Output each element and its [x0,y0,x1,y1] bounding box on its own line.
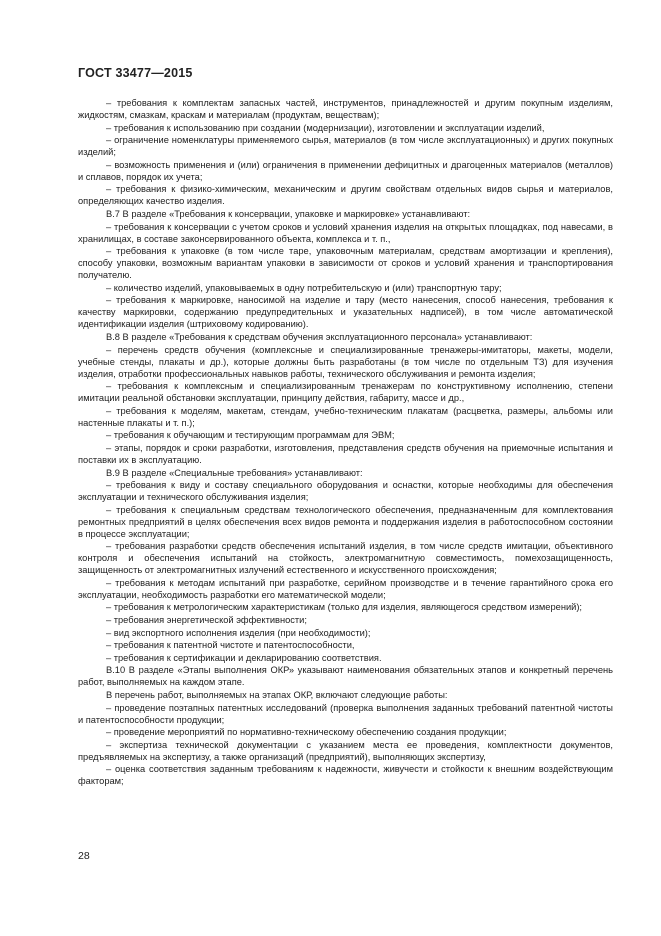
paragraph: – проведение поэтапных патентных исследований (проверка выполнения заданных требований патентной чистоты и патентоспособности продукции; [78,702,613,725]
paragraph: – требования к виду и составу специального оборудования и оснастки, которые необходимы для обеспечения эксплуатации и технического обслуживания изделия; [78,480,613,503]
paragraph: – требования к использованию при создании (модернизации), изготовлении и эксплуатации изделий, [106,122,545,133]
paragraph: – требования к специальным средствам технологического обеспечения, предназначенным для комплектования ремонтных предприятий в целях обеспечения всех видов ремонта и поддержания изделия в работоспособном состоянии в процессе эксплуатации; [78,504,613,539]
paragraph: В перечень работ, выполняемых на этапах ОКР, включают следующие работы: [106,690,448,701]
paragraph: В.8 В разделе «Требования к средствам обучения эксплуатационного персонала» устанавливают: [106,331,533,342]
paragraph: – требования к консервации с учетом сроков и условий хранения изделия на открытых площадках, под навесами, в хранилищах, в составе законсервированного объекта, комплекса и т. п., [78,221,613,244]
paragraph: – возможность применения и (или) ограничения в применении дефицитных и драгоценных материалов (металлов) и сплавов, порядок их учета; [78,159,613,182]
paragraph: – требования к упаковке (в том числе таре, упаковочным материалам, средствам амортизации и крепления), способу упаковки, возможным вариантам упаковки в зависимости от сроков и условий хранения и транспортирования получателю. [78,246,613,281]
paragraph: – оценка соответствия заданным требованиям к надежности, живучести и стойкости к внешним воздействующим факторам; [78,764,613,787]
paragraph: – требования разработки средств обеспечения испытаний изделия, в том числе средств имитации, объективного контроля и обеспечения испытаний на стойкость, электромагнитную совместимость, помехозащищенность, защищенность от электромагнитных излучений естественного и искусственного происхождения; [78,541,613,576]
document-body [78,97,613,788]
paragraph: – требования к патентной чистоте и патентоспособности, [106,640,355,651]
paragraph: В.10 В разделе «Этапы выполнения ОКР» указывают наименования обязательных этапов и конкретный перечень работ, выполняемых на каждом этапе. [78,665,613,688]
paragraph: – вид экспортного исполнения изделия (при необходимости); [106,627,371,638]
page-number: 28 [78,850,90,862]
paragraph: – требования к моделям, макетам, стендам, учебно-техническим плакатам (расцветка, размеры, альбомы или настенные плакаты и т. п.); [78,405,613,428]
paragraph: – требования к обучающим и тестирующим программам для ЭВМ; [106,430,395,441]
paragraph: – перечень средств обучения (комплексные и специализированные тренажеры-имитаторы, макеты, модели, учебные стенды, плакаты и др.), которые должны быть разработаны (в том числе по отдельным ТЗ) для изучения изделия, отработки профессиональных навыков работы, технического обслуживания и ремонта изделия; [78,344,613,379]
paragraph: – требования к метрологическим характеристикам (только для изделия, являющегося средством измерений); [106,602,583,613]
paragraph: – требования энергетической эффективности; [106,615,307,626]
paragraph: – количество изделий, упаковываемых в одну потребительскую и (или) транспортную тару; [106,282,502,293]
paragraph: – этапы, порядок и сроки разработки, изготовления, представления средств обучения на приемочные испытания и поставки их в эксплуатацию. [78,442,613,465]
paragraph: В.7 В разделе «Требования к консервации, упаковке и маркировке» устанавливают: [106,208,471,219]
paragraph: В.9 В разделе «Специальные требования» устанавливают: [106,467,363,478]
paragraph: – требования к комплексным и специализированным тренажерам по конструктивному исполнению, степени имитации реальной обстановки эксплуатации, принципу действия, габариту, массе и др., [78,381,613,404]
document-header: ГОСТ 33477—2015 [78,66,193,80]
paragraph: – экспертиза технической документации с указанием места ее проведения, комплектности документов, предъявляемых на экспертизу, а также организаций (предприятий), выполняющих экспертизу, [78,739,613,762]
paragraph: – требования к комплектам запасных частей, инструментов, принадлежностей и другим покупным изделиям, жидкостям, смазкам, краскам и материалам (продуктам, веществам); [78,98,613,120]
paragraph: – проведение мероприятий по нормативно-техническому обеспечению создания продукции; [106,727,507,738]
paragraph: – требования к маркировке, наносимой на изделие и тару (место нанесения, способ нанесения, требования к качеству маркировки, содержанию предупредительных и указательных надписей), в том числе автоматической идентификации изделия (штриховому кодированию). [78,295,613,330]
paragraph: – требования к сертификации и декларированию соответствия. [106,652,382,663]
paragraph: – требования к физико-химическим, механическим и другим свойствам отдельных видов сырья и материалов, определяющих качество изделия. [78,184,613,207]
paragraph: – требования к методам испытаний при разработке, серийном производстве и в течение гарантийного срока его эксплуатации, необходимость разработки его математической модели; [78,577,613,600]
paragraph: – ограничение номенклатуры применяемого сырья, материалов (в том числе эксплуатационных) и других покупных изделий; [78,135,613,158]
